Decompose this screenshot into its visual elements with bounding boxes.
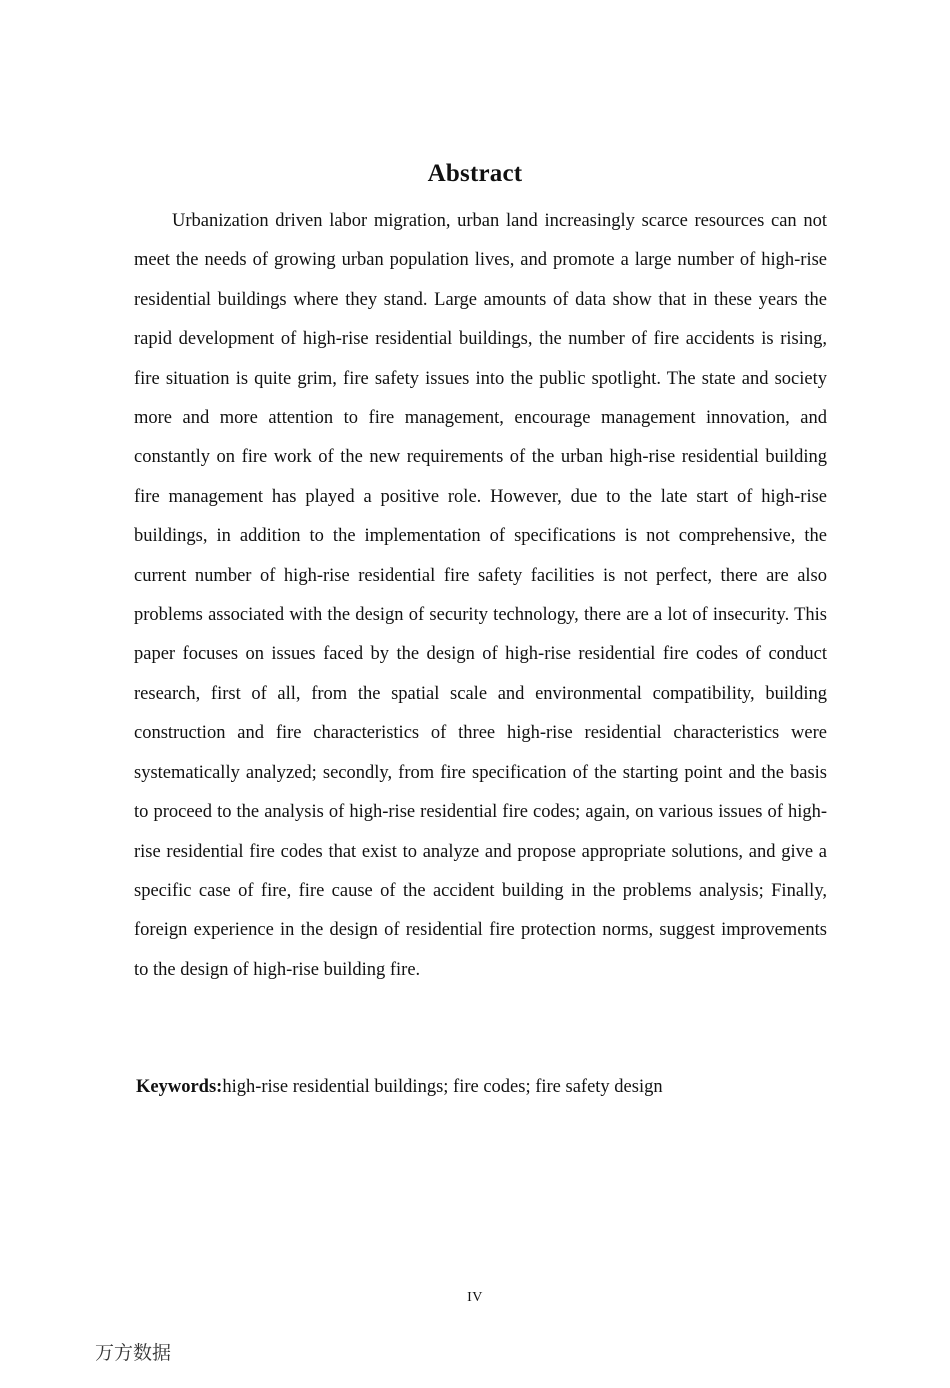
keywords-label: Keywords:: [136, 1077, 223, 1097]
watermark-text: 万方数据: [95, 1342, 172, 1364]
keywords-line: [136, 1068, 836, 1107]
abstract-paragraph: Urbanization driven labor migration, urban land increasingly scarce resources can not meet the needs of growing urban population lives, and promote a large number of high-rise residential buildings where they stand. Large amounts of data show that in these years the rapid development of high-rise residential buildings, the number of fire accidents is rising, fire situation is quite grim, fire safety issues into the public spotlight. The state and society more and more attention to fire management, encourage management innovation, and constantly on fire work of the new requirements of the urban high-rise residential building fire management has played a positive role. However, due to the late start of high-rise buildings, in addition to the implementation of specifications is not comprehensive, the current number of high-rise residential fire safety facilities is not perfect, there are also problems associated with the design of security technology, there are a lot of insecurity. This paper focuses on issues faced by the design of high-rise residential fire codes of conduct research, first of all, from the spatial scale and environmental compatibility, building construction and fire characteristics of three high-rise residential characteristics were systematically analyzed; secondly, from fire specification of the starting point and the basis to proceed to the analysis of high-rise residential fire codes; again, on various issues of high-rise residential fire codes that exist to analyze and propose appropriate solutions, and give a specific case of fire, fire cause of the accident building in the problems analysis; Finally, foreign experience in the design of residential fire protection norms, suggest improvements to the design of high-rise building fire.: [134, 211, 827, 980]
keywords-text: high-rise residential buildings; fire codes; fire safety design: [222, 1077, 663, 1097]
abstract-title: Abstract: [427, 160, 523, 187]
page-number: IV: [467, 1290, 483, 1305]
